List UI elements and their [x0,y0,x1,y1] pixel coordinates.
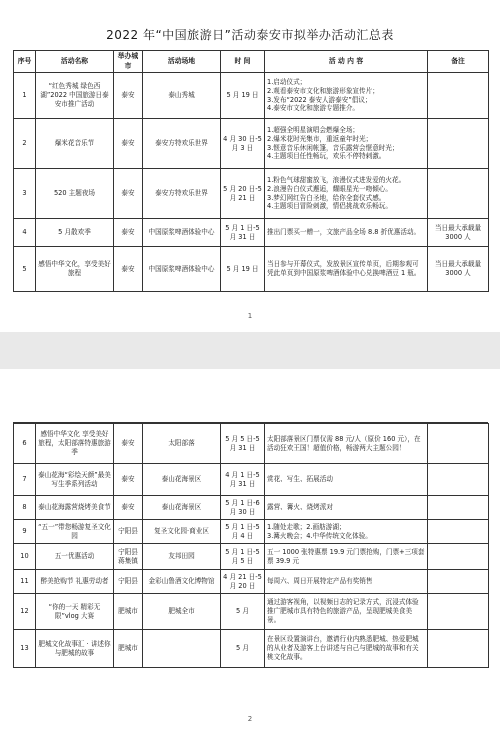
time-cell: 5 月 1 日-5 月 4 日 [221,520,265,544]
content-cell [265,73,428,119]
time-cell: 5 月 1 日-6 月 30 日 [221,496,265,520]
note-cell [428,630,489,668]
venue-cell: 泰安方特欢乐世界 [143,119,221,169]
time-cell: 5 月 [221,594,265,630]
header-content: 活 动 内 容 [265,51,428,73]
row-number-cell: 7 [14,464,36,496]
note-cell: 当日最大承载量 3000 人 [428,247,489,292]
note-cell [428,570,489,594]
table-row [14,119,489,169]
content-line: 3.篝火晚会；4.中华传统文化体验。 [267,531,372,540]
venue-cell [143,630,221,668]
row-number-cell: 12 [14,594,36,630]
venue-cell: 金彩山鲁酒文化博物馆 [143,570,221,594]
page-title: 2022 年“中国旅游日”活动泰安市拟举办活动汇总表 [106,28,394,42]
city-cell: 泰安 [114,73,143,119]
content-line: 3.发布“2022 泰安人游泰安”倡议； [267,95,372,104]
content-line: 2.观看泰安市文化和旅游形象宣传片； [267,86,379,95]
header-no: 序号 [14,51,36,73]
time-cell: 4 月 21 日-5 月 20 日 [221,570,265,594]
content-line: 推出门票买一赠一，文旅产品全场 8.8 折优惠活动。 [267,228,421,237]
content-line: 1.超强全明星演唱会燃爆全场； [267,125,360,134]
content-cell [265,119,428,169]
table-row [14,594,489,630]
header-time: 时 间 [221,51,265,73]
activity-name-cell: 爆米花音乐节 [36,119,114,169]
city-cell: 泰安 [114,119,143,169]
row-number-cell: 13 [14,630,36,668]
activity-name-cell: “红色秀城 绿色西湖”2022 中国旅游日泰安市推广活动 [36,73,114,119]
activity-name-cell: 醉美抢购节 礼惠劳动者 [36,570,114,594]
content-line: 在景区设置演讲台，邀请行业内熟悉肥城、热爱肥城的从业者及游客上台讲述与自己与肥城的故事和有关桃文化故事。 [267,635,419,661]
city-cell: 泰安 [114,169,143,219]
content-cell [265,496,428,520]
content-cell [265,219,428,247]
time-cell: 5 月 20 日-5 月 21 日 [221,169,265,219]
content-cell [265,520,428,544]
content-line: 1.启动仪式； [267,77,307,86]
activity-name-cell: 感悟中华文化，享受美好旅程 [36,247,114,292]
note-cell [428,594,489,630]
activity-name-cell: 520 主题夜场 [36,169,114,219]
table-row [14,247,489,292]
activity-name-cell: 五一优惠活动 [36,544,114,570]
table-row [14,169,489,219]
venue-cell: 友邦田园 [143,544,221,570]
content-line: 4.主题项目冒险刺激，情侣挑战欢乐畅玩。 [267,202,392,211]
document-page-1 [0,0,500,332]
row-number-cell: 8 [14,496,36,520]
header-venue: 活动场地 [143,51,221,73]
row-number-cell: 3 [14,169,36,219]
venue-cell: 泰山秀城 [143,73,221,119]
table-row [14,73,489,119]
note-cell [428,424,489,464]
activity-name-cell: 泰山花海露营烧烤美食节 [36,496,114,520]
content-cell [265,247,428,292]
venue-cell: 中国原浆啤酒体验中心 [143,247,221,292]
row-number-cell: 11 [14,570,36,594]
content-line: 3.梦幻网红告白圣地，给你全套仪式感。 [267,193,386,202]
time-cell: 5 月 1 日-5 月 31 日 [221,219,265,247]
content-line: 2.爆米花时光集市，重返童年时光； [267,134,373,143]
activity-name-cell: 感悟中华文化 享受美好旅程，太阳部落特惠旅游季 [36,424,114,464]
venue-cell: 复圣文化园·商业区 [143,520,221,544]
city-cell: 肥城市 [114,630,143,668]
document-page-2 [0,369,500,735]
content-cell [265,594,428,630]
row-number-cell: 5 [14,247,36,292]
header-note: 备注 [428,51,489,73]
page-number: 1 [247,312,253,320]
city-cell: 宁阳县 [114,520,143,544]
note-cell [428,169,489,219]
content-cell [265,544,428,570]
city-cell: 泰安 [114,464,143,496]
note-cell [428,544,489,570]
activity-name-cell: 泰山花海“彩绘天颜”最美写生季系列活动 [36,464,114,496]
note-cell: 当日最大承载量 3000 人 [428,219,489,247]
time-cell: 5 月 19 日 [221,247,265,292]
row-number-cell: 1 [14,73,36,119]
note-cell [428,520,489,544]
row-number-cell: 2 [14,119,36,169]
city-cell: 泰安 [114,247,143,292]
note-cell [428,496,489,520]
content-line: 五一 1000 张特惠票 19.9 元门票抢购，门票+三项套票 39.9 元 [267,547,425,565]
table-row [14,520,489,544]
time-cell: 4 月 30 日-5 月 3 日 [221,119,265,169]
time-cell: 5 月 19 日 [221,73,265,119]
content-cell [265,424,428,464]
venue-cell: 泰安方特欢乐世界 [143,169,221,219]
note-cell [428,464,489,496]
venue-cell: 肥城全市 [143,594,221,630]
content-cell [265,464,428,496]
content-line: 2.浪漫告白仪式邂逅，耀眼星光一吻倾心。 [267,184,392,193]
city-cell: 泰安 [114,219,143,247]
row-number-cell: 6 [14,424,36,464]
content-line: 1.粉色气球甜蜜放飞，浪漫仪式进发爱的火花。 [267,175,406,184]
venue-cell: 泰山花海景区 [143,496,221,520]
venue-cell: 太阳部落 [143,424,221,464]
table-row [14,570,489,594]
content-line: 赏花、写生、拓展活动 [267,475,333,484]
time-cell: 5 月 [221,630,265,668]
header-activity-name: 活动名称 [36,51,114,73]
activity-name-cell: 5 月散欢季 [36,219,114,247]
row-number-cell: 4 [14,219,36,247]
content-line: 当日参与开幕仪式，发放景区宣传单页，后期参观可凭此单页到中国原浆啤酒体验中心兑换啤酒豆 1 瓶。 [267,260,421,277]
time-cell: 4 月 1 日-5 月 31 日 [221,464,265,496]
note-cell [428,73,489,119]
content-line: 4.主题项目任性畅玩，欢乐不停特刺激。 [267,152,386,161]
activity-name-cell: “五一”带您畅游复圣文化园 [36,520,114,544]
content-line: 露营、篝火、烧烤派对 [267,503,333,512]
city-cell: 宁阳县 [114,570,143,594]
content-line: 太阳部落景区门票仅需 88 元/人（原价 160 元），在活动狂欢王国！超值价格，畅游两大主题公园！ [267,434,421,452]
activity-name-cell: “你的一天 精彩无限”vlog 大赛 [36,594,114,630]
activity-table-page-2 [13,423,489,668]
content-line: 通过游客视角，以视频日志的记录方式，沉浸式体验推广肥城市具有特色的旅游产品，呈现肥城美食美景。 [267,598,419,624]
content-line: 3.惬意音乐休闲帐篷，音乐露营会惬意时光； [267,143,399,152]
table-continuation-stub [13,369,488,423]
city-cell: 泰安 [114,424,143,464]
city-cell: 宁阳县蒋集镇 [114,544,143,570]
row-number-cell: 10 [14,544,36,570]
table-row [14,219,489,247]
content-cell [265,169,428,219]
activity-table-page-1 [13,50,489,292]
time-cell: 5 月 1 日-5 月 5 日 [221,544,265,570]
city-cell: 肥城市 [114,594,143,630]
table-row [14,424,489,464]
table-row [14,544,489,570]
page-number: 2 [247,715,253,723]
content-cell [265,630,428,668]
venue-cell: 泰山花海景区 [143,464,221,496]
time-cell: 5 月 5 日-5 月 31 日 [221,424,265,464]
row-number-cell: 9 [14,520,36,544]
city-cell: 泰安 [114,496,143,520]
content-line: 每周六、周日开展特定产品有奖销售 [267,577,373,586]
table-row [14,630,489,668]
content-line: 4.泰安市文化和旅游专题推介。 [267,104,360,113]
header-city: 举办城市 [114,51,143,73]
content-line: 1.随处走歌；2.画舫游湖； [267,522,346,531]
venue-cell: 中国原浆啤酒体验中心 [143,219,221,247]
table-row [14,496,489,520]
table-row [14,464,489,496]
table-header-row [14,51,489,73]
activity-name-cell: 肥城文化故事汇 · 讲述你与肥城的故事 [36,630,114,668]
note-cell [428,119,489,169]
content-cell [265,570,428,594]
